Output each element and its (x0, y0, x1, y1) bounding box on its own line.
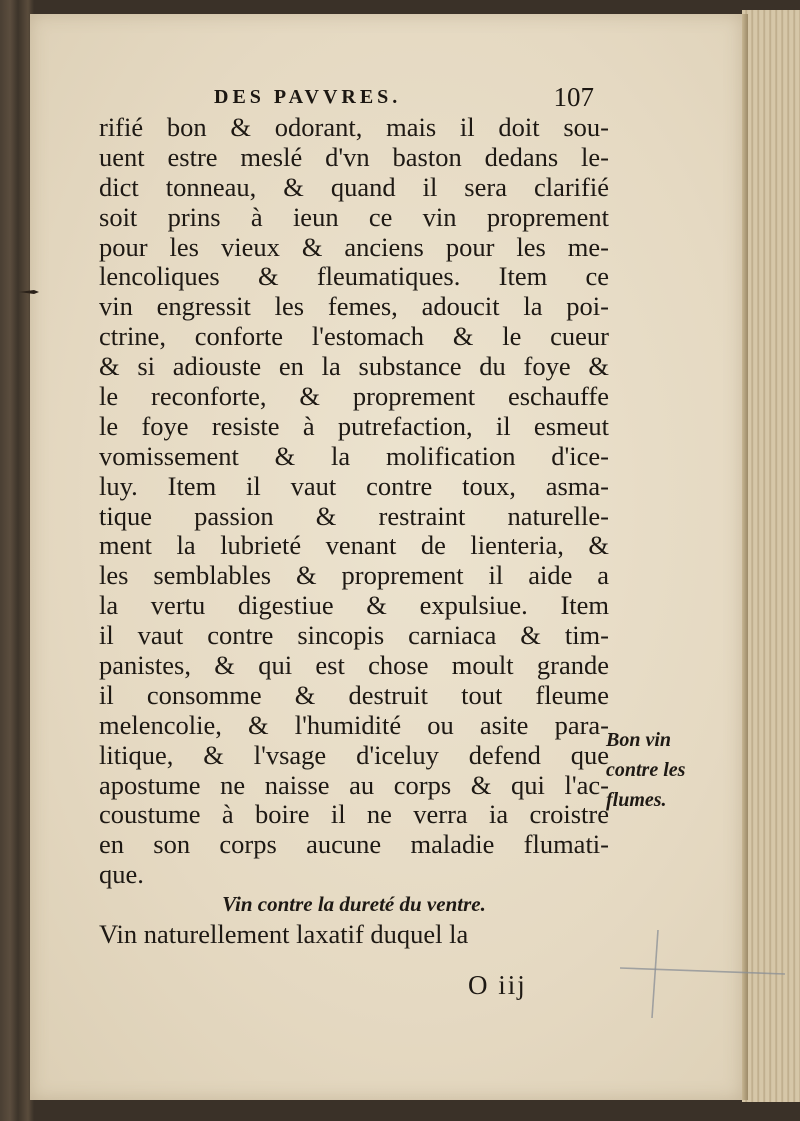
signature-mark: O iij (468, 970, 527, 1000)
text-line: pour les vieux & anciens pour les me- (99, 231, 609, 262)
text-line: les semblables & proprement il aide a (99, 560, 609, 591)
text-line: luy. Item il vaut contre toux, asma- (99, 470, 609, 501)
text-line: que. (99, 859, 144, 890)
body-text (99, 113, 609, 950)
text-line: uent estre meslé d'vn baston dedans le- (99, 141, 609, 172)
text-line: Vin naturellement laxatif duquel la (99, 919, 469, 950)
text-line: tique passion & restraint naturelle- (99, 500, 609, 531)
margin-note (606, 725, 716, 815)
page-number: 107 (553, 82, 594, 112)
text-line: vomissement & la molification d'ice- (99, 440, 609, 471)
text-line: la vertu digestiue & expulsiue. Item (99, 590, 609, 621)
text-line: il consomme & destruit tout fleume (99, 679, 609, 710)
text-line: rifié bon & odorant, mais il doit sou- (99, 112, 609, 142)
running-head-title: DES PAVVRES. (214, 86, 402, 108)
text-line: en son corps aucune maladie flumati- (99, 829, 609, 860)
text-line: ment la lubrieté venant de lienteria, & (99, 530, 609, 561)
margin-note-line: flumes. (606, 789, 667, 811)
text-line: apostume ne naisse au corps & qui l'ac- (99, 769, 609, 800)
pin-icon (18, 285, 40, 299)
text-line: & si adiouste en la substance du foye & (99, 351, 609, 382)
section-heading: Vin contre la dureté du ventre. (222, 892, 486, 917)
text-line: coustume à boire il ne verra ia croistre (99, 799, 609, 830)
running-head (214, 84, 594, 114)
margin-note-line: contre les (606, 759, 686, 781)
text-line: le reconforte, & proprement eschauffe (99, 381, 609, 412)
text-line: melencolie, & l'humidité ou asite para- (99, 709, 609, 740)
pencil-cross-mark (620, 930, 790, 1020)
text-line: dict tonneau, & quand il sera clarifié (99, 171, 609, 202)
margin-note-line: Bon vin (606, 729, 672, 751)
text-line: lencoliques & fleumatiques. Item ce (99, 261, 609, 292)
text-line: ctrine, conforte l'estomach & le cueur (99, 321, 609, 352)
text-line: litique, & l'vsage d'iceluy defend que (99, 739, 609, 770)
text-line: vin engressit les femes, adoucit la poi- (99, 291, 609, 322)
text-line: panistes, & qui est chose moult grande (99, 650, 609, 681)
text-line: le foye resiste à putrefaction, il esmeut (99, 410, 609, 441)
text-line: soit prins à ieun ce vin proprement (99, 201, 609, 232)
text-line: il vaut contre sincopis carniaca & tim- (99, 620, 609, 651)
